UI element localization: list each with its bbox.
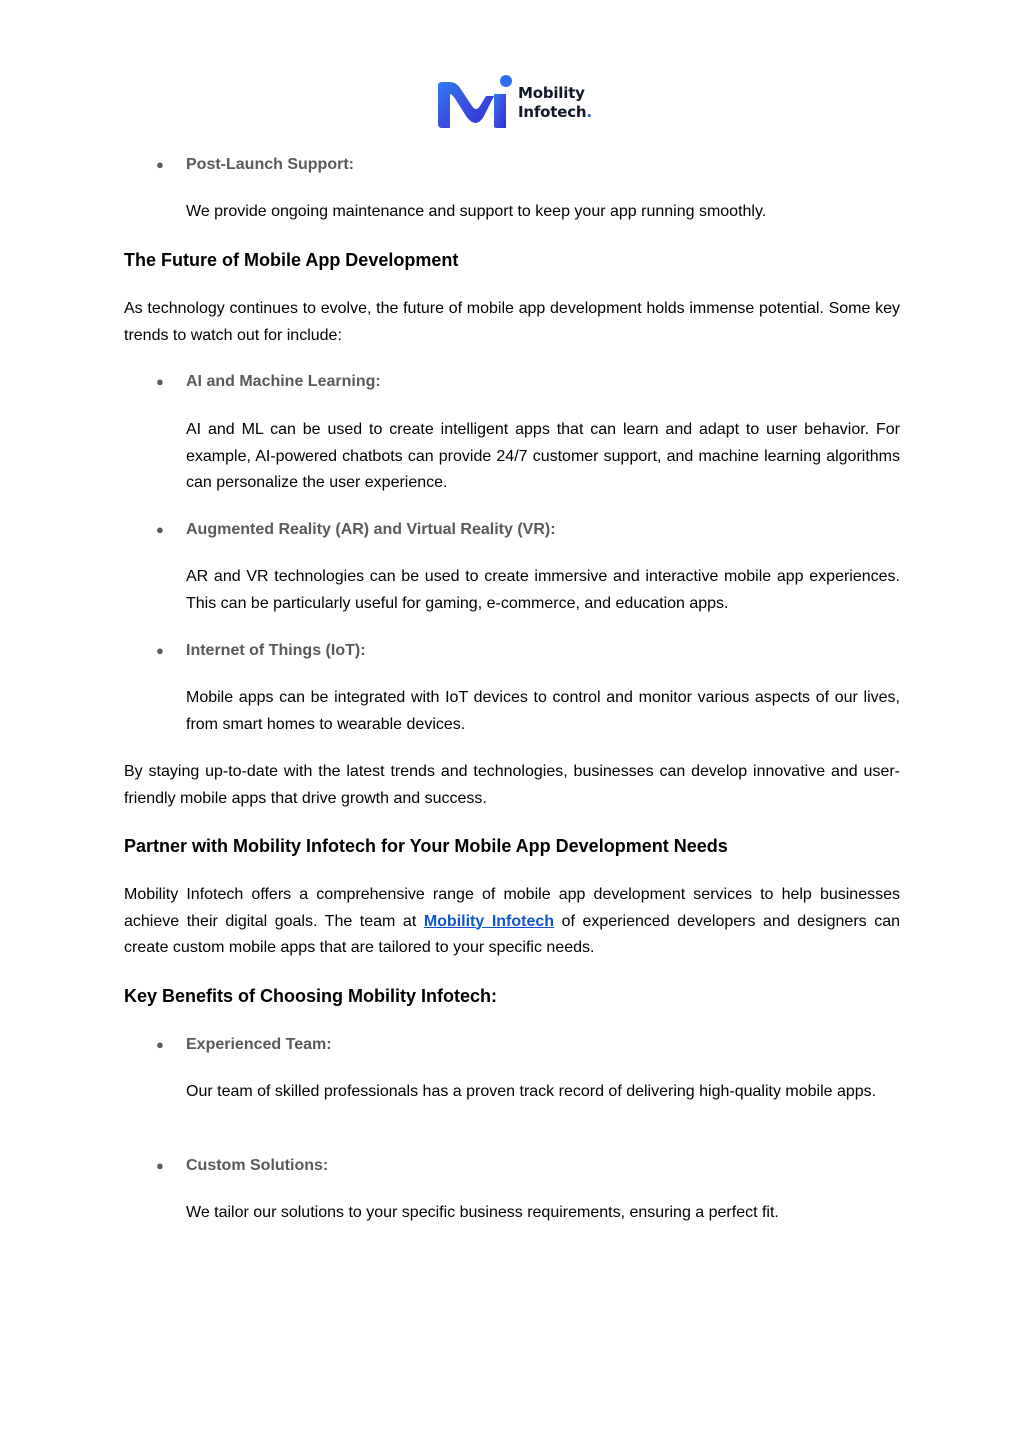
- bullet-marker: ●: [156, 643, 164, 658]
- company-logo: [434, 72, 598, 134]
- bullet-label-iot: Internet of Things (IoT):: [186, 642, 366, 659]
- bullet-marker: ●: [156, 1158, 164, 1173]
- future-intro: As technology continues to evolve, the future of mobile app development holds immense potential. Some key trends to watch out for include:: [124, 300, 900, 344]
- bullet-label-ai: AI and Machine Learning:: [186, 373, 381, 390]
- post-launch-text: We provide ongoing maintenance and support to keep your app running smoothly.: [186, 203, 767, 220]
- mobility-infotech-logo-icon: [434, 72, 514, 134]
- bullet-marker: ●: [156, 374, 164, 389]
- ar-vr-text: AR and VR technologies can be used to create immersive and interactive mobile app experiences. This can be particularly useful for gaming, e-commerce, and education apps.: [186, 568, 900, 612]
- bullet-marker: ●: [156, 522, 164, 537]
- partner-text: [124, 882, 900, 962]
- bullet-label-experienced-team: Experienced Team:: [186, 1036, 332, 1053]
- bullet-marker: ●: [156, 1037, 164, 1052]
- logo-line-2-text: Infotech: [518, 103, 587, 121]
- bullet-marker: ●: [156, 157, 164, 172]
- logo-line-2: [518, 103, 592, 122]
- ai-text: AI and ML can be used to create intelligent apps that can learn and adapt to user behavior. For example, AI-powered chatbots can provide 24/7 customer support, and machine learning algorithms can personalize the user experience.: [186, 421, 900, 491]
- partner-text-after: of experienced developers and designers can create custom mobile apps that are tailored to your specific needs.: [124, 912, 901, 956]
- logo-wordmark: [518, 84, 592, 122]
- logo-dot: .: [586, 103, 592, 121]
- heading-benefits: Key Benefits of Choosing Mobility Infotech:: [124, 986, 497, 1006]
- experienced-team-text: Our team of skilled professionals has a proven track record of delivering high-quality mobile apps.: [186, 1083, 877, 1100]
- bullet-label-post-launch: Post-Launch Support:: [186, 156, 354, 173]
- heading-future: The Future of Mobile App Development: [124, 250, 459, 270]
- heading-partner: Partner with Mobility Infotech for Your Mobile App Development Needs: [124, 836, 728, 856]
- bullet-label-custom-solutions: Custom Solutions:: [186, 1157, 329, 1174]
- mobility-infotech-link[interactable]: Mobility Infotech: [423, 912, 555, 930]
- partner-text-before: Mobility Infotech offers a comprehensive range of mobile app development services to help businesses achieve their digital goals. The team at: [124, 886, 900, 930]
- bullet-label-ar-vr: Augmented Reality (AR) and Virtual Reality (VR):: [186, 521, 556, 538]
- iot-text: Mobile apps can be integrated with IoT devices to control and monitor various aspects of our lives, from smart homes to wearable devices.: [186, 689, 900, 733]
- future-closing: By staying up-to-date with the latest trends and technologies, businesses can develop innovative and user-friendly mobile apps that drive growth and success.: [124, 763, 900, 807]
- logo-line-1: Mobility: [518, 84, 585, 102]
- custom-solutions-text: We tailor our solutions to your specific business requirements, ensuring a perfect fit.: [186, 1204, 779, 1221]
